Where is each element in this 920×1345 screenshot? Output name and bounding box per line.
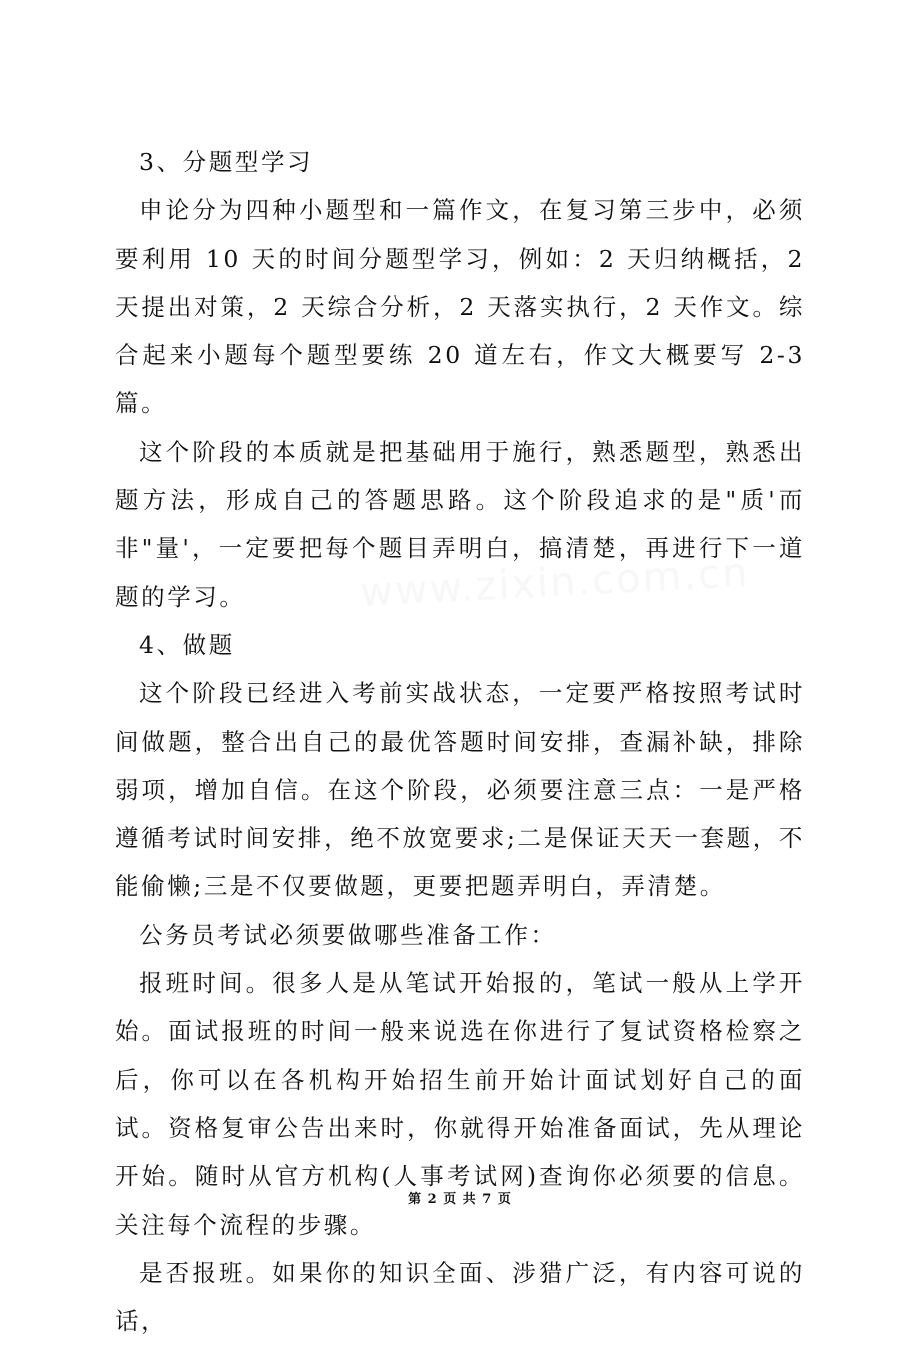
paragraph-enrollment-time: 报班时间。很多人是从笔试开始报的，笔试一般从上学开始。面试报班的时间一般来说选在你进行了复试资格检察之后，你可以在各机构开始招生前开始计面试划好自己的面试。资格复审公告出来时，你就得开始准备面试，先从理论开始。随时从官方机构(人事考试网)查询你必须要的信息。关注每个流程的步骤。 [115,969,805,1239]
paragraph-preparation-title: 公务员考试必须要做哪些准备工作： [139,920,557,949]
paragraph-shenlun-types: 申论分为四种小题型和一篇作文，在复习第三步中，必须要利用 10 天的时间分题型学习，例如：2 天归纳概括，2 天提出对策，2 天综合分析，2 天落实执行，2 天作文。综合起来小题每个题型要练 20 道左右，作文大概要写 2-3 篇。 [115,196,805,418]
paragraph-whether-enroll: 是否报班。如果你的知识全面、涉猎广泛，有内容可说的话， [115,1258,805,1336]
section-heading-3: 3、分题型学习 [139,148,314,176]
paragraph-stage-essence: 这个阶段的本质就是把基础用于施行，熟悉题型，熟悉出题方法，形成自己的答题思路。这个阶段追求的是"质'而非"量'，一定要把每个题目弄明白，搞清楚，再进行下一道题的学习。 [115,437,805,611]
watermark: www.zixin.com.cn [359,549,751,617]
document-body [115,138,805,1345]
page-footer: 第 2 页 共 7 页 [408,1192,512,1207]
section-heading-4: 4、做题 [139,630,235,659]
paragraph-practice: 这个阶段已经进入考前实战状态，一定要严格按照考试时间做题，整合出自己的最优答题时间安排，查漏补缺，排除弱项，增加自信。在这个阶段，必须要注意三点：一是严格遵循考试时间安排，绝不放宽要求;二是保证天天一套题，不能偷懒;三是不仅要做题，更要把题弄明白，弄清楚。 [115,679,805,901]
